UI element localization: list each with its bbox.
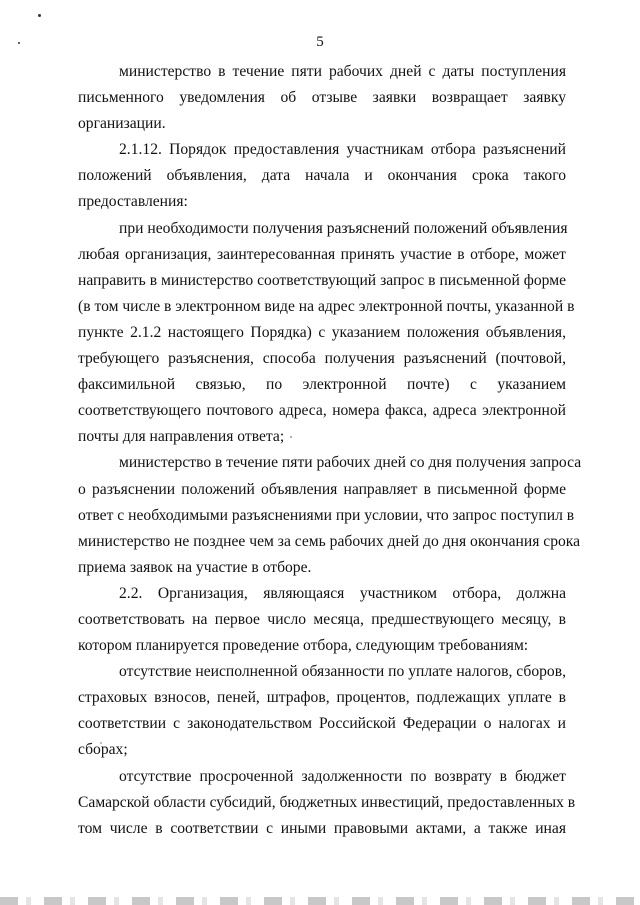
text-line: почты для направления ответа; [78,428,285,446]
text-line: факсимильной связью, по электронной почте) с указанием [78,376,566,394]
text-line: Самарской области субсидий, бюджетных инвестиций, предоставленных в [78,793,576,811]
text-line: направить в министерство соответствующий запрос в письменной форме [78,271,566,289]
text-line: соответствии с законодательством Российской Федерации о налогах и [78,715,566,733]
text-line: министерство не позднее чем за семь рабочих дней до дня окончания срока [78,532,581,550]
page-number: 5 [316,34,324,50]
paragraph [78,659,566,763]
text-line: любая организация, заинтересованная принять участие в отборе, может [78,245,566,263]
paragraph [78,764,576,842]
text-line: соответствующего почтового адреса, номера факса, адреса электронной [78,402,566,420]
text-line: 2.2. Организация, являющаяся участником отбора, должна [119,584,566,602]
text-line: котором планируется проведение отбора, следующим требованиям: [78,637,529,655]
text-line: отсутствие неисполненной обязанности по уплате налогов, сборов, [119,663,566,681]
text-line: 2.1.12. Порядок предоставления участникам отбора разъяснений [119,141,566,159]
text-line: том числе в соответствии с иными правовыми актами, а также иная [78,819,566,837]
text-line: министерство в течение пяти рабочих дней со дня получения запроса [119,454,582,472]
text-line: ответ с необходимыми разъяснениями при условии, что запрос поступил в [78,506,575,524]
paragraph [78,59,566,137]
text-line: предоставления: [78,193,188,211]
text-line: сборах; [78,741,128,759]
document-body [78,59,582,842]
paragraph [78,216,575,451]
text-line: при необходимости получения разъяснений положений объявления [119,219,568,237]
scan-speck [38,14,41,17]
text-line: (в том числе в электронном виде на адрес электронной почты, указанной в [78,297,575,315]
text-line: пункте 2.1.2 настоящего Порядка) с указанием положения объявления, [78,323,566,341]
text-line: организации. [78,115,166,133]
paragraph [78,450,582,580]
paragraph [78,581,566,659]
text-line: министерство в течение пяти рабочих дней с даты поступления [119,63,566,80]
scan-bottom-edge [0,897,640,905]
text-line: письменного уведомления об отзыве заявки возвращает заявку [78,89,566,107]
text-line: о разъяснении положений объявления направляет в письменной форме [78,480,566,498]
text-line: положений объявления, дата начала и окончания срока такого [78,167,566,185]
text-line: требующего разъяснения, способа получения разъяснений (почтовой, [78,350,566,368]
paragraph [78,137,566,215]
text-line: отсутствие просроченной задолженности по возврату в бюджет [119,767,566,785]
text-line: соответствовать на первое число месяца, предшествующего месяцу, в [78,610,566,628]
text-line: приема заявок на участие в отборе. [78,558,312,576]
text-line: страховых взносов, пеней, штрафов, процентов, подлежащих уплате в [78,689,566,707]
